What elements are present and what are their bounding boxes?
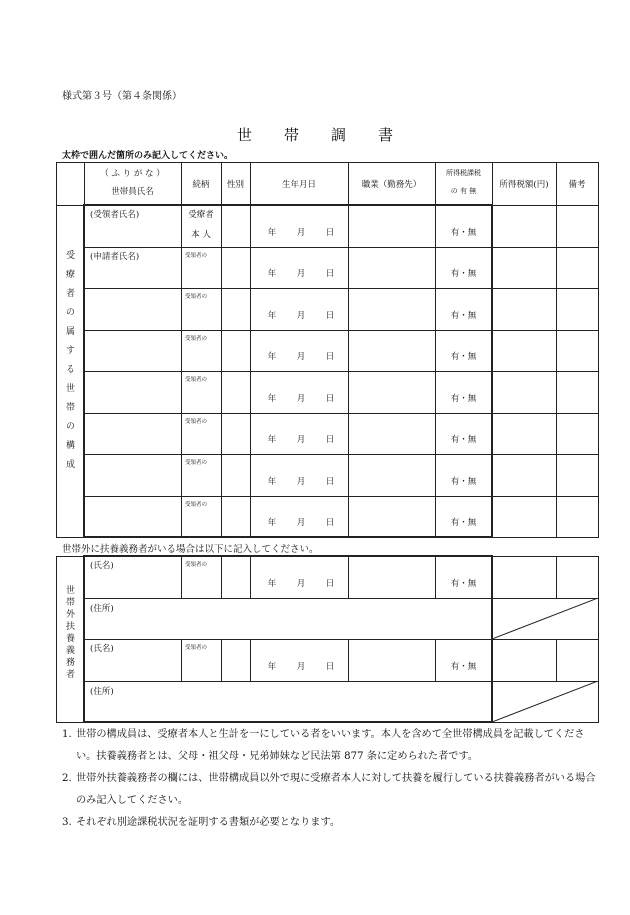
- row-relation: 受領者の: [185, 377, 208, 383]
- row-birthdate: 年 月 日: [267, 476, 341, 487]
- row-divider: [84, 330, 598, 331]
- row-relation: 受領者の: [185, 418, 208, 425]
- row-relation: 受領者の: [185, 460, 208, 466]
- row-tax-status: 有・無: [450, 476, 477, 487]
- table-line: [221, 556, 222, 598]
- table-line: [56, 556, 57, 722]
- side-label-dependents: 世帯外扶養義務者: [64, 585, 74, 681]
- dependent-relation: 受領者の: [185, 562, 208, 568]
- row-birthdate: 年 月 日: [267, 269, 341, 280]
- row-relation: 受領者の: [185, 501, 208, 508]
- row-tax-status: 有・無: [450, 435, 477, 446]
- row-relation: 受領者の: [185, 335, 208, 342]
- diagonal-strike: [492, 598, 598, 639]
- table-line: [556, 639, 557, 681]
- dependent-name-label: (氏名): [90, 561, 114, 571]
- thick-frame: [491, 555, 493, 723]
- table-line: [598, 556, 599, 723]
- thick-frame: [83, 204, 85, 538]
- table-line: [56, 162, 57, 537]
- row-tax-status: 有・無: [450, 227, 477, 238]
- header-tax-status-sub: の 有 無: [450, 187, 477, 195]
- table-line: [556, 162, 557, 537]
- row-divider: [84, 639, 598, 640]
- page-title: 世帯調書: [236, 126, 425, 144]
- header-furigana: （ ふ り が な ）: [100, 169, 165, 179]
- table-line: [348, 639, 349, 681]
- diagonal-strike: [492, 681, 598, 722]
- dependent-birthdate: 年 月 日: [267, 662, 341, 672]
- table-line: [221, 639, 222, 681]
- row-birthdate: 年 月 日: [267, 352, 341, 363]
- row-tax-status: 有・無: [450, 269, 477, 280]
- dependent-tax-status: 有・無: [450, 662, 477, 672]
- row-relation-sub: 本 人: [191, 230, 211, 240]
- thick-frame: [83, 721, 493, 723]
- row-name-label: [90, 416, 180, 428]
- section2-note: 世帯外に扶養義務者がいる場合は以下に記入してください。: [62, 544, 319, 555]
- header-tax-status: 所得税課税: [446, 169, 481, 177]
- row-name-label: [90, 374, 180, 386]
- row-name-label: [90, 499, 180, 511]
- note-item: 3. それぞれ別途課税状況を証明する書類が必要となります。: [62, 817, 341, 828]
- row-name-label: (受領者氏名): [90, 210, 140, 220]
- row-divider: [84, 247, 598, 248]
- table-line: [250, 639, 251, 681]
- table-line: [250, 162, 251, 537]
- instruction-text: 太枠で囲んだ箇所のみ記入してください。: [62, 151, 234, 161]
- header-member-name: 世帯員氏名: [111, 187, 154, 197]
- row-tax-status: 有・無: [450, 352, 477, 363]
- dependent-name-label: (氏名): [90, 644, 114, 654]
- dependent-address-label: (住所): [90, 604, 114, 614]
- header-birthdate: 生年月日: [281, 179, 316, 190]
- row-birthdate: 年 月 日: [267, 518, 341, 529]
- row-birthdate: 年 月 日: [267, 227, 341, 238]
- header-gender: 性別: [226, 179, 244, 190]
- table-line: [348, 162, 349, 537]
- row-divider: [84, 371, 598, 372]
- dependent-birthdate: 年 月 日: [267, 579, 341, 589]
- side-label-household: 受療者の属する世帯の構成: [64, 250, 74, 478]
- table-line: [598, 162, 599, 538]
- row-name-label: [90, 291, 180, 303]
- row-relation: 受療者: [188, 210, 214, 220]
- header-occupation: 職業（勤務先）: [361, 179, 422, 190]
- row-divider: [84, 288, 598, 289]
- row-tax-status: 有・無: [450, 310, 477, 321]
- thick-frame: [83, 555, 85, 723]
- table-line: [181, 639, 182, 681]
- thick-frame: [83, 555, 493, 557]
- row-name-label: [90, 333, 180, 345]
- note-item: 2. 世帯外扶養義務者の欄には、世帯構成員以外で現に受療者本人に対して扶養を履行している扶養義務者がいる場合のみ記入してください。: [62, 773, 596, 806]
- row-divider: [84, 454, 598, 455]
- note-item: 1. 世帯の構成員は、受療者本人と生計を一にしている者をいいます。本人を含めて全世帯構成員を記載してください。扶養義務者とは、父母・祖父母・兄弟姉妹など民法第 877 条に定められた者です。: [62, 729, 585, 762]
- table-line: [181, 556, 182, 598]
- row-relation: 受領者の: [185, 252, 208, 259]
- row-tax-status: 有・無: [450, 393, 477, 404]
- row-name-label: (申請者氏名): [90, 251, 140, 262]
- dependent-tax-status: 有・無: [450, 579, 477, 589]
- table-line: [221, 162, 222, 537]
- row-relation: 受領者の: [185, 294, 208, 300]
- row-tax-status: 有・無: [450, 518, 477, 529]
- header-tax-amount: 所得税額(円): [499, 179, 549, 190]
- form-number: 様式第３号（第４条関係）: [62, 91, 182, 102]
- header-remarks: 備考: [568, 179, 586, 190]
- notes-list: [62, 724, 602, 834]
- row-birthdate: 年 月 日: [267, 310, 341, 321]
- dependent-address-label: (住所): [90, 687, 114, 697]
- row-birthdate: 年 月 日: [267, 393, 341, 404]
- table-line: [348, 556, 349, 598]
- row-divider: [84, 496, 598, 497]
- table-line: [556, 556, 557, 598]
- row-birthdate: 年 月 日: [267, 435, 341, 446]
- row-name-label: [90, 457, 180, 469]
- dependent-relation: 受領者の: [185, 645, 208, 651]
- header-relation: 続柄: [192, 179, 210, 190]
- row-divider: [84, 413, 598, 414]
- table-line: [250, 556, 251, 598]
